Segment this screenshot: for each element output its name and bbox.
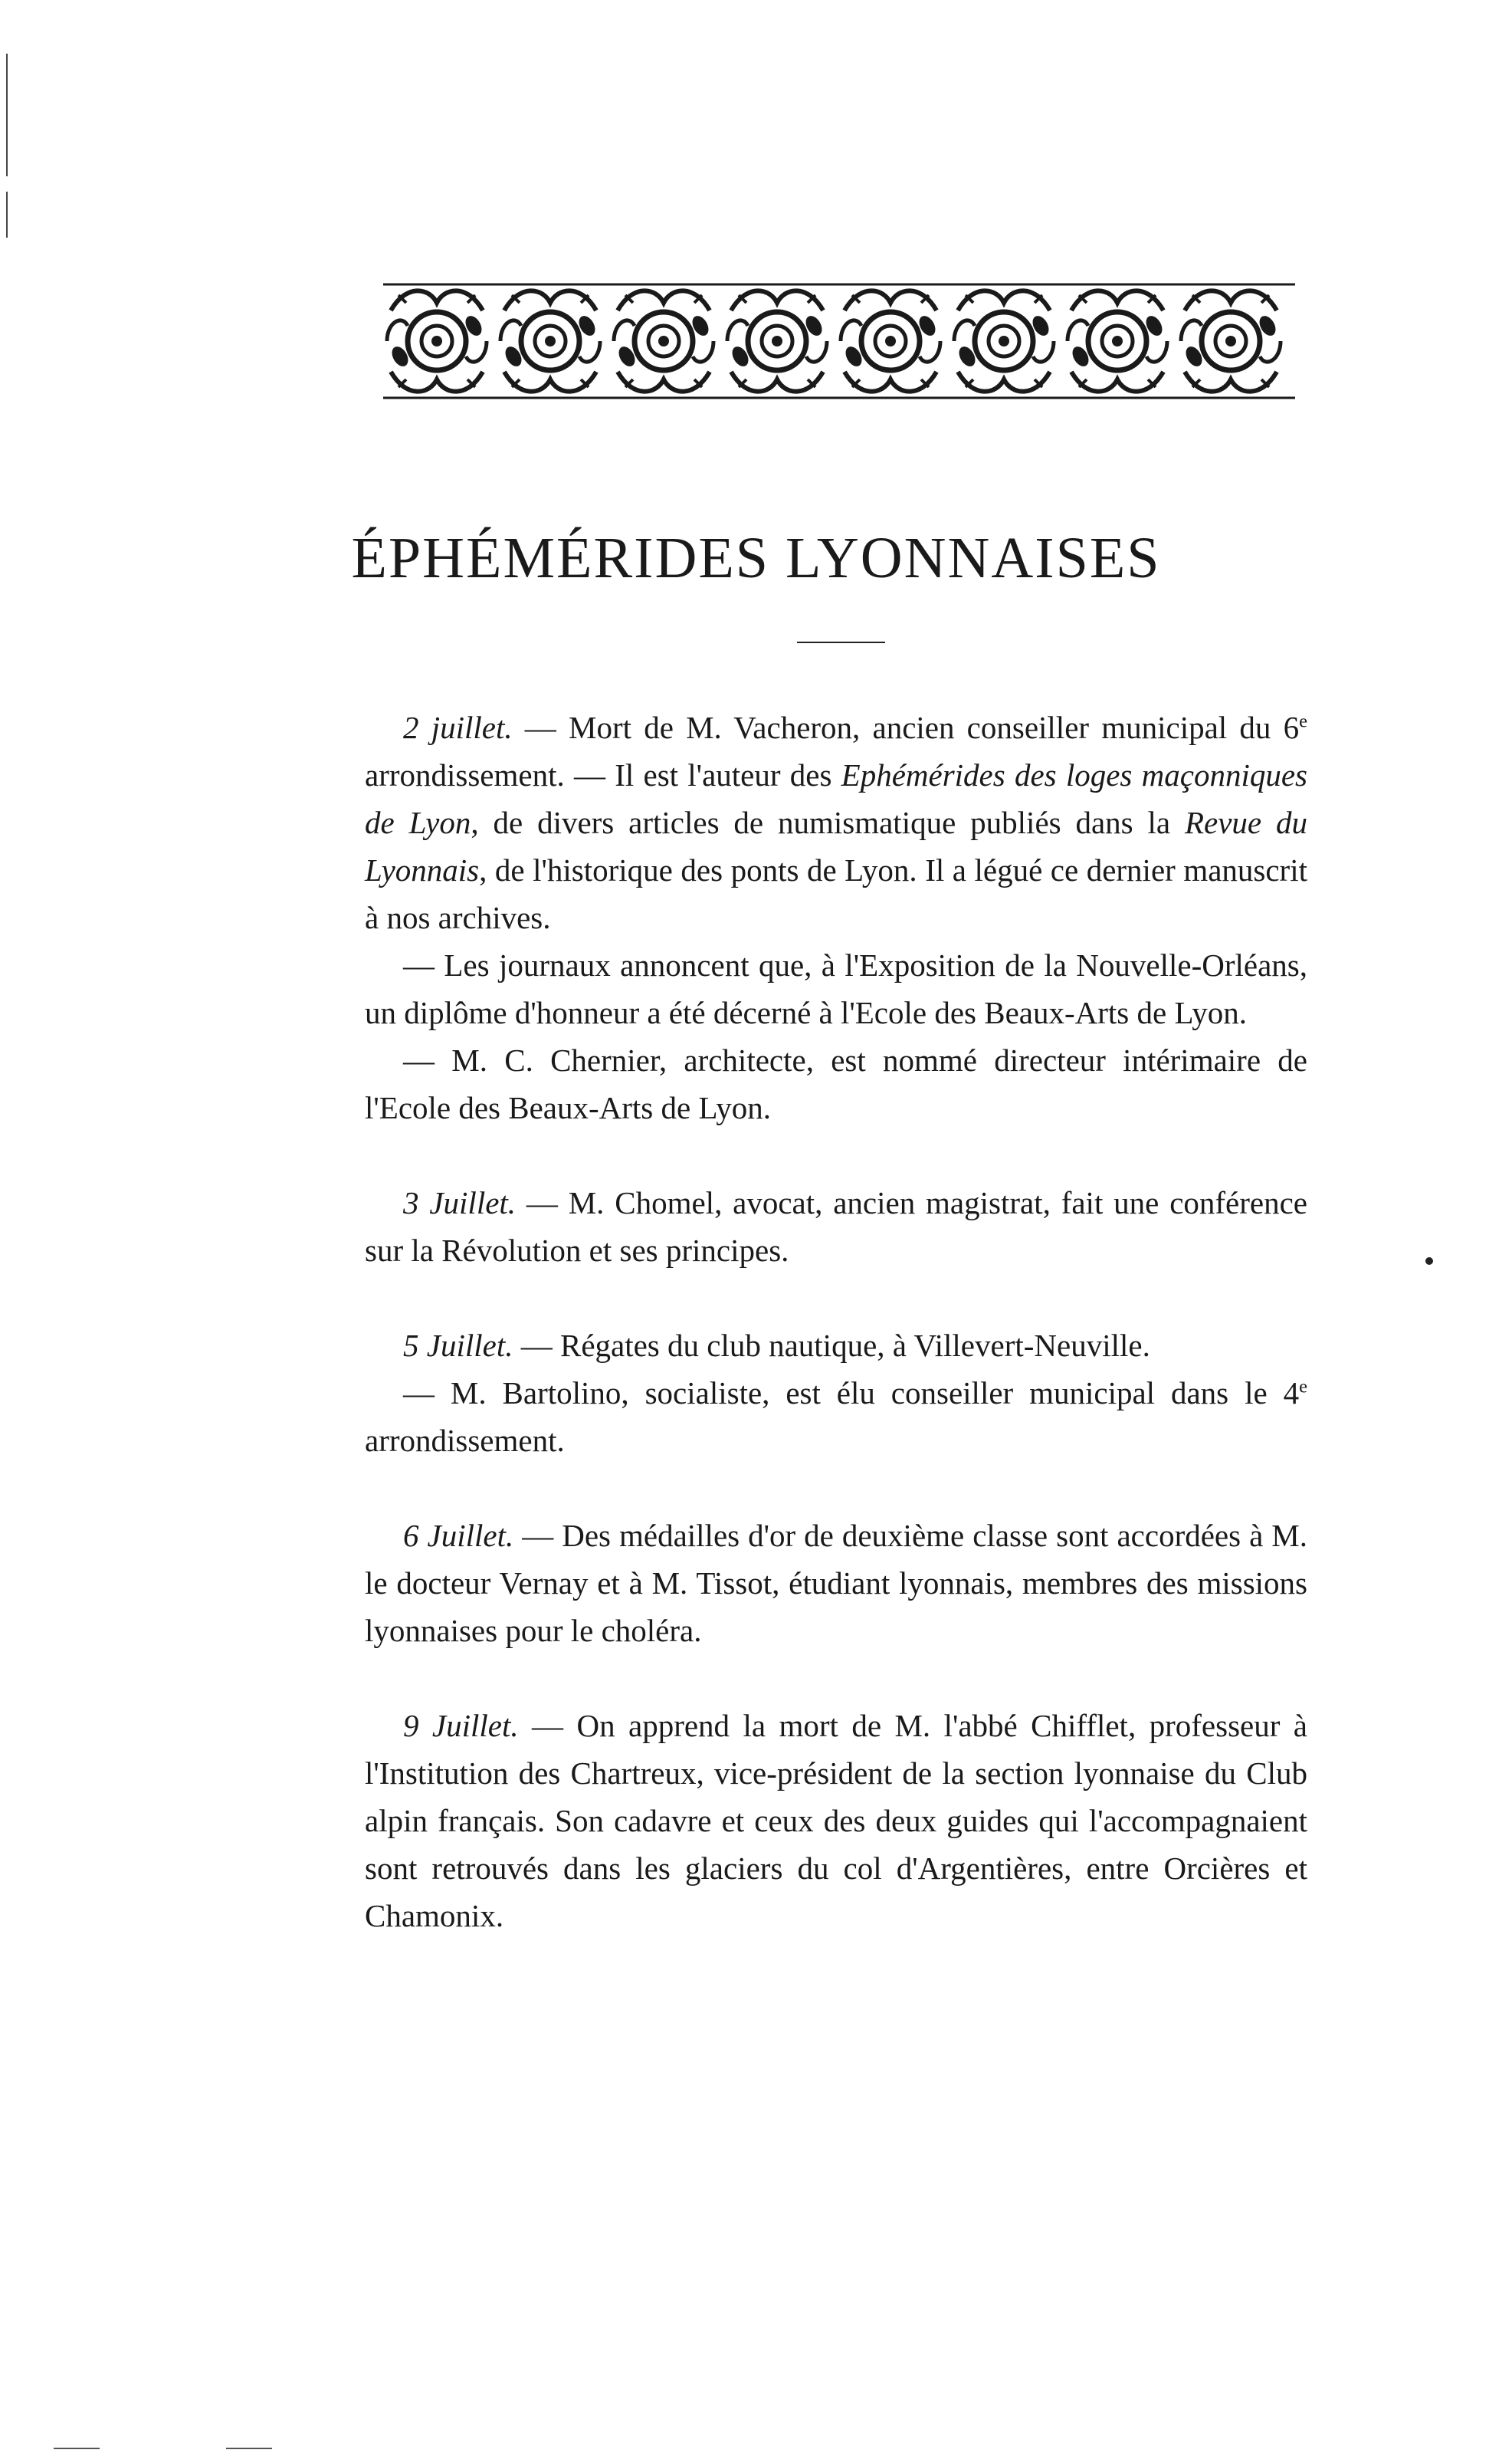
title-rule (797, 642, 885, 643)
floral-scroll-headband-icon (383, 280, 1295, 402)
entry-2-juillet (365, 704, 1307, 1131)
paragraph (365, 1369, 1307, 1464)
paragraph-text: — Mort de M. Vacheron, ancien conseiller municipal du 6 (512, 710, 1300, 745)
paragraph: — M. C. Chernier, architecte, est nommé directeur intérimaire de l'Ecole des Beaux-Arts de Lyon. (365, 1043, 1307, 1125)
paragraph-text: — Régates du club nautique, à Villevert-Neuville. (513, 1328, 1150, 1363)
entry-date: 9 Juillet. (403, 1708, 519, 1743)
entry-date: 5 Juillet. (403, 1328, 513, 1363)
paragraph (365, 1322, 1307, 1369)
work-title: Revue du Lyonnais (365, 805, 1308, 888)
paragraph (365, 1512, 1307, 1654)
paragraph-text: — On apprend la mort de M. l'abbé Chifflet, professeur à l'Institution des Chartreux, vice-président de la section lyonnaise du Club alpin français. Son cadavre et ceux des deux guides qui l'accompagnaient sont retrouvés dans les glaciers du col d'Argentières, entre Orcières et Chamonix. (365, 1708, 1307, 1933)
entry-date: 6 Juillet. (403, 1518, 514, 1553)
ordinal-superscript: e (1299, 1376, 1307, 1397)
page-title: ÉPHÉMÉRIDES LYONNAISES (351, 526, 1161, 590)
ephemerides-body (365, 704, 1307, 1987)
ink-speck (1425, 1257, 1433, 1265)
footer-rule (54, 2448, 100, 2449)
paragraph-text: arrondissement. (365, 1423, 565, 1458)
paragraph-text: — M. Chomel, avocat, ancien magistrat, fait une conférence sur la Révolution et ses principes. (365, 1185, 1307, 1268)
paragraph-text: , de divers articles de numismatique publiés dans la (471, 805, 1185, 840)
entry-date: 2 juillet. (403, 710, 513, 745)
work-title: Ephémérides des loges maçonniques de Lyon (365, 757, 1307, 840)
paragraph (365, 1702, 1307, 1939)
paragraph (365, 704, 1307, 941)
entry-3-juillet (365, 1179, 1307, 1274)
paragraph-text: arrondissement. — Il est l'auteur des (365, 757, 841, 793)
paragraph: — Les journaux annoncent que, à l'Exposition de la Nouvelle-Orléans, un diplôme d'honneur a été décerné à l'Ecole des Beaux-Arts de Lyon. (365, 947, 1307, 1030)
paragraph (365, 1179, 1307, 1274)
paragraph-text: — Des médailles d'or de deuxième classe sont accordées à M. le docteur Vernay et à M. Tissot, étudiant lyonnais, membres des missions lyonnaises pour le choléra. (365, 1518, 1307, 1648)
footer-rule (226, 2448, 272, 2449)
entry-6-juillet (365, 1512, 1307, 1654)
entry-9-juillet (365, 1702, 1307, 1939)
paragraph-text: , de l'historique des ponts de Lyon. Il a légué ce dernier manuscrit à nos archives. (365, 852, 1307, 935)
paragraph-text: — M. Bartolino, socialiste, est élu conseiller municipal dans le 4 (403, 1375, 1300, 1410)
entry-5-juillet (365, 1322, 1307, 1464)
binding-mark (6, 192, 8, 238)
entry-date: 3 Juillet. (403, 1185, 517, 1220)
ordinal-superscript: e (1299, 711, 1308, 732)
binding-mark (6, 54, 8, 176)
